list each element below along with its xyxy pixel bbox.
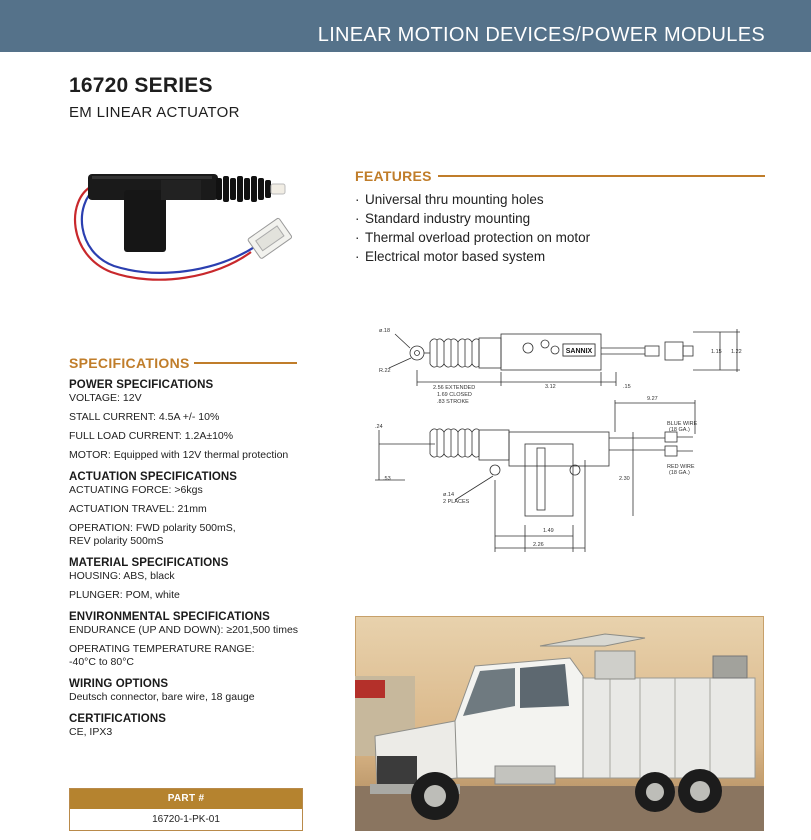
drawing-label: R.22 — [379, 368, 391, 374]
specifications-block — [69, 378, 339, 747]
drawing-label: .53 — [383, 476, 391, 482]
power-specs — [69, 378, 339, 462]
spec-actuation-travel: ACTUATION TRAVEL: 21mm — [69, 503, 207, 515]
spec-wiring: Deutsch connector, bare wire, 18 gauge — [69, 691, 255, 703]
group-title: MATERIAL SPECIFICATIONS — [69, 557, 229, 569]
product-subtitle: EM LINEAR ACTUATOR — [69, 104, 240, 121]
drawing-label: BLUE WIRE — [667, 421, 698, 427]
drawing-label: (18 GA.) — [669, 427, 690, 433]
spec-voltage: VOLTAGE: 12V — [69, 392, 142, 404]
drawing-label: 9.27 — [647, 396, 658, 402]
wiring-options — [69, 677, 339, 704]
feature-item: · Standard industry mounting — [355, 211, 531, 226]
spec-actuating-force: ACTUATING FORCE: >6kgs — [69, 484, 203, 496]
group-title: POWER SPECIFICATIONS — [69, 379, 214, 391]
features-list — [355, 190, 590, 266]
specifications-heading: SPECIFICATIONS — [69, 355, 190, 371]
drawing-label: 2 PLACES — [443, 499, 470, 505]
drawing-label: 1.22 — [731, 349, 742, 355]
material-specs — [69, 556, 339, 602]
actuation-specs — [69, 470, 339, 548]
spec-plunger: PLUNGER: POM, white — [69, 589, 180, 601]
part-table-header: PART # — [70, 789, 302, 809]
drawing-label: .24 — [375, 424, 383, 430]
group-title: WIRING OPTIONS — [69, 678, 169, 690]
part-number-table — [69, 788, 303, 831]
drawing-label: 2.26 — [533, 542, 544, 548]
truck-photo — [355, 616, 764, 831]
spec-full-load-current: FULL LOAD CURRENT: 1.2A±10% — [69, 430, 234, 442]
spec-operating-temperature: OPERATING TEMPERATURE RANGE: -40°C to 80°C — [69, 643, 255, 668]
header-title: LINEAR MOTION DEVICES/POWER MODULES — [317, 24, 765, 46]
drawing-label: (18 GA.) — [669, 470, 690, 476]
features-heading: FEATURES — [355, 168, 432, 184]
drawing-label: .83 STROKE — [437, 399, 469, 405]
certifications — [69, 712, 339, 739]
header-banner — [0, 0, 811, 52]
drawing-label: 1.49 — [543, 528, 554, 534]
specifications-divider — [194, 362, 297, 364]
drawing-label: 3.12 — [545, 384, 556, 390]
spec-operation: OPERATION: FWD polarity 500mS, REV polarity 500mS — [69, 522, 236, 547]
drawing-label: ø.14 — [443, 492, 455, 498]
drawing-label: 2.30 — [619, 476, 630, 482]
product-series-title: 16720 SERIES — [69, 74, 213, 97]
features-divider — [438, 175, 765, 177]
feature-item: · Electrical motor based system — [355, 249, 546, 264]
drawing-label: 2.56 EXTENDED — [433, 385, 476, 391]
actuator-photo — [66, 160, 306, 295]
drawing-label: ø.18 — [379, 328, 391, 334]
part-number-value: 16720-1-PK-01 — [70, 809, 302, 830]
environmental-specs — [69, 610, 339, 669]
drawing-label: .15 — [623, 384, 631, 390]
group-title: ENVIRONMENTAL SPECIFICATIONS — [69, 611, 270, 623]
spec-housing: HOUSING: ABS, black — [69, 570, 175, 582]
group-title: CERTIFICATIONS — [69, 713, 167, 725]
spec-motor: MOTOR: Equipped with 12V thermal protection — [69, 449, 289, 461]
group-title: ACTUATION SPECIFICATIONS — [69, 471, 238, 483]
drawing-brand: SANNIX — [565, 348, 593, 355]
spec-certifications: CE, IPX3 — [69, 726, 113, 738]
spec-stall-current: STALL CURRENT: 4.5A +/- 10% — [69, 411, 220, 423]
drawing-label: 1.15 — [711, 349, 722, 355]
drawing-label: 1.69 CLOSED — [437, 392, 472, 398]
spec-endurance: ENDURANCE (UP AND DOWN): ≥201,500 times — [69, 624, 299, 636]
feature-item: · Universal thru mounting holes — [355, 192, 544, 207]
drawing-label: RED WIRE — [667, 464, 695, 470]
technical-drawing — [375, 320, 755, 560]
feature-item: · Thermal overload protection on motor — [355, 230, 591, 245]
